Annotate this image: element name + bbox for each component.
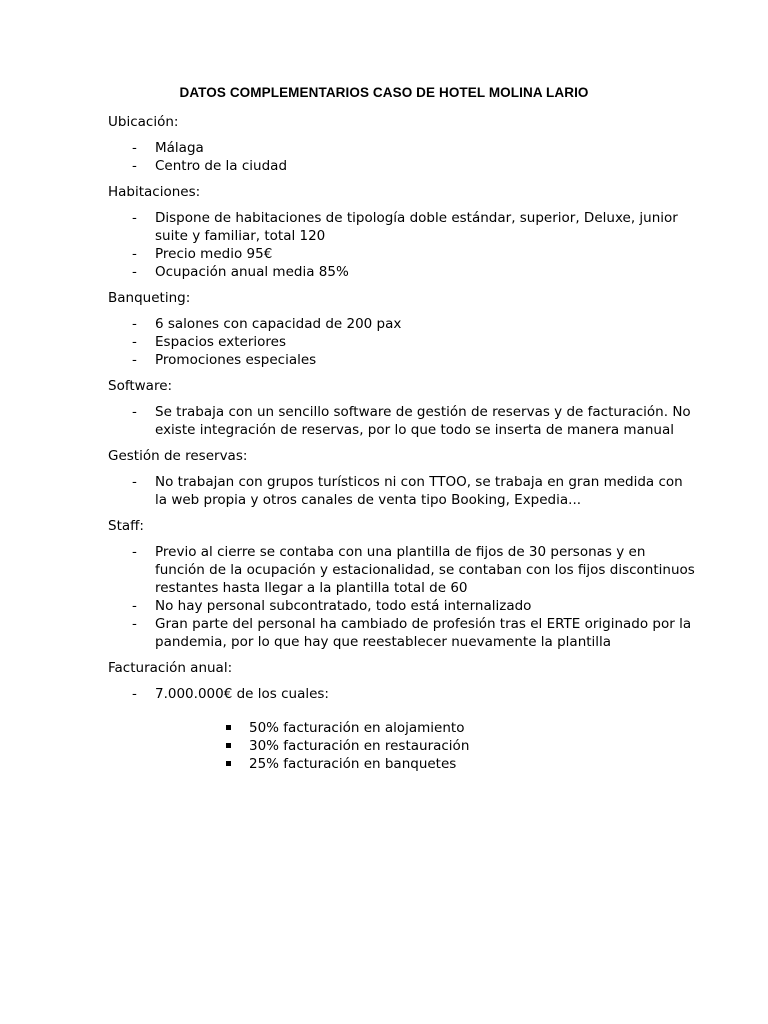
square-bullet-icon (226, 743, 231, 748)
square-bullet-icon (226, 725, 231, 730)
list-item-text-line: Dispone de habitaciones de tipología doble estándar, superior, Deluxe, junior (155, 210, 678, 226)
list-item (108, 543, 695, 597)
list-item (108, 403, 691, 439)
list-item (108, 351, 668, 369)
list-dash: - (132, 616, 137, 632)
breakdown-item (108, 755, 668, 773)
list-item-text-line: No trabajan con grupos turísticos ni con TTOO, se trabaja en gran medida con (155, 474, 683, 490)
section-heading-gestion-reservas: Gestión de reservas: (108, 448, 248, 464)
list-dash: - (132, 210, 137, 226)
list-dash: - (132, 158, 137, 174)
list-item-text-line: existe integración de reservas, por lo que todo se inserta de manera manual (155, 422, 674, 438)
list-item (108, 315, 668, 333)
list-item (108, 615, 692, 651)
list-item-text-line: suite y familiar, total 120 (155, 228, 326, 244)
list-dash: - (132, 474, 137, 490)
list-item (108, 139, 668, 157)
list-item (108, 245, 668, 263)
list-item-text: Promociones especiales (155, 352, 317, 368)
list-item (108, 209, 678, 245)
breakdown-item (108, 737, 668, 755)
section-heading-facturacion: Facturación anual: (108, 660, 233, 676)
list-item-text: 6 salones con capacidad de 200 pax (155, 316, 402, 332)
list-item-text-line: Previo al cierre se contaba con una plantilla de fijos de 30 personas y en (155, 544, 646, 560)
gestion-reservas-list (108, 473, 683, 509)
list-item-text-line: pandemia, por lo que hay que reestablecer nuevamente la plantilla (155, 634, 612, 650)
section-heading-staff: Staff: (108, 518, 144, 534)
list-item (108, 157, 668, 175)
breakdown-item-text: 50% facturación en alojamiento (249, 720, 465, 736)
square-bullet-icon (226, 761, 231, 766)
section-heading-banqueting: Banqueting: (108, 290, 191, 306)
facturacion-breakdown-list (108, 719, 668, 773)
section-heading-software: Software: (108, 378, 173, 394)
list-item-text-line: la web propia y otros canales de venta tipo Booking, Expedia... (155, 492, 582, 508)
list-dash: - (132, 264, 137, 280)
list-item-text: Málaga (155, 140, 204, 156)
facturacion-list (108, 685, 668, 773)
list-dash: - (132, 334, 137, 350)
breakdown-item-text: 30% facturación en restauración (249, 738, 470, 754)
list-item-text: No hay personal subcontratado, todo está internalizado (155, 598, 532, 614)
list-dash: - (132, 686, 137, 702)
breakdown-item-text: 25% facturación en banquetes (249, 756, 457, 772)
list-dash: - (132, 246, 137, 262)
software-list (108, 403, 691, 439)
list-item (108, 597, 668, 615)
list-item-text: Precio medio 95€ (155, 246, 273, 262)
list-item-text: 7.000.000€ de los cuales: (155, 686, 329, 702)
list-dash: - (132, 140, 137, 156)
list-dash: - (132, 598, 137, 614)
list-item-text-line: Se trabaja con un sencillo software de gestión de reservas y de facturación. No (155, 404, 691, 420)
list-item (108, 333, 668, 351)
habitaciones-list (108, 209, 678, 281)
list-dash: - (132, 352, 137, 368)
list-item-text-line: restantes hasta llegar a la plantilla total de 60 (155, 580, 468, 596)
ubicacion-list (108, 139, 668, 175)
banqueting-list (108, 315, 668, 369)
list-item-text: Espacios exteriores (155, 334, 286, 350)
list-dash: - (132, 404, 137, 420)
list-item-text-line: función de la ocupación y estacionalidad, se contaban con los fijos discontinuos (155, 562, 695, 578)
list-item-text: Centro de la ciudad (155, 158, 288, 174)
list-item (108, 473, 683, 509)
staff-list (108, 543, 695, 651)
breakdown-item (108, 719, 668, 737)
list-dash: - (132, 544, 137, 560)
list-item (108, 685, 668, 773)
list-item-text-line: Gran parte del personal ha cambiado de profesión tras el ERTE originado por la (155, 616, 692, 632)
list-item-text: Ocupación anual media 85% (155, 264, 349, 280)
document-title: DATOS COMPLEMENTARIOS CASO DE HOTEL MOLINA LARIO (179, 85, 589, 100)
section-heading-ubicacion: Ubicación: (108, 114, 179, 130)
list-dash: - (132, 316, 137, 332)
section-heading-habitaciones: Habitaciones: (108, 184, 201, 200)
document-body (108, 113, 695, 781)
list-item (108, 263, 668, 281)
